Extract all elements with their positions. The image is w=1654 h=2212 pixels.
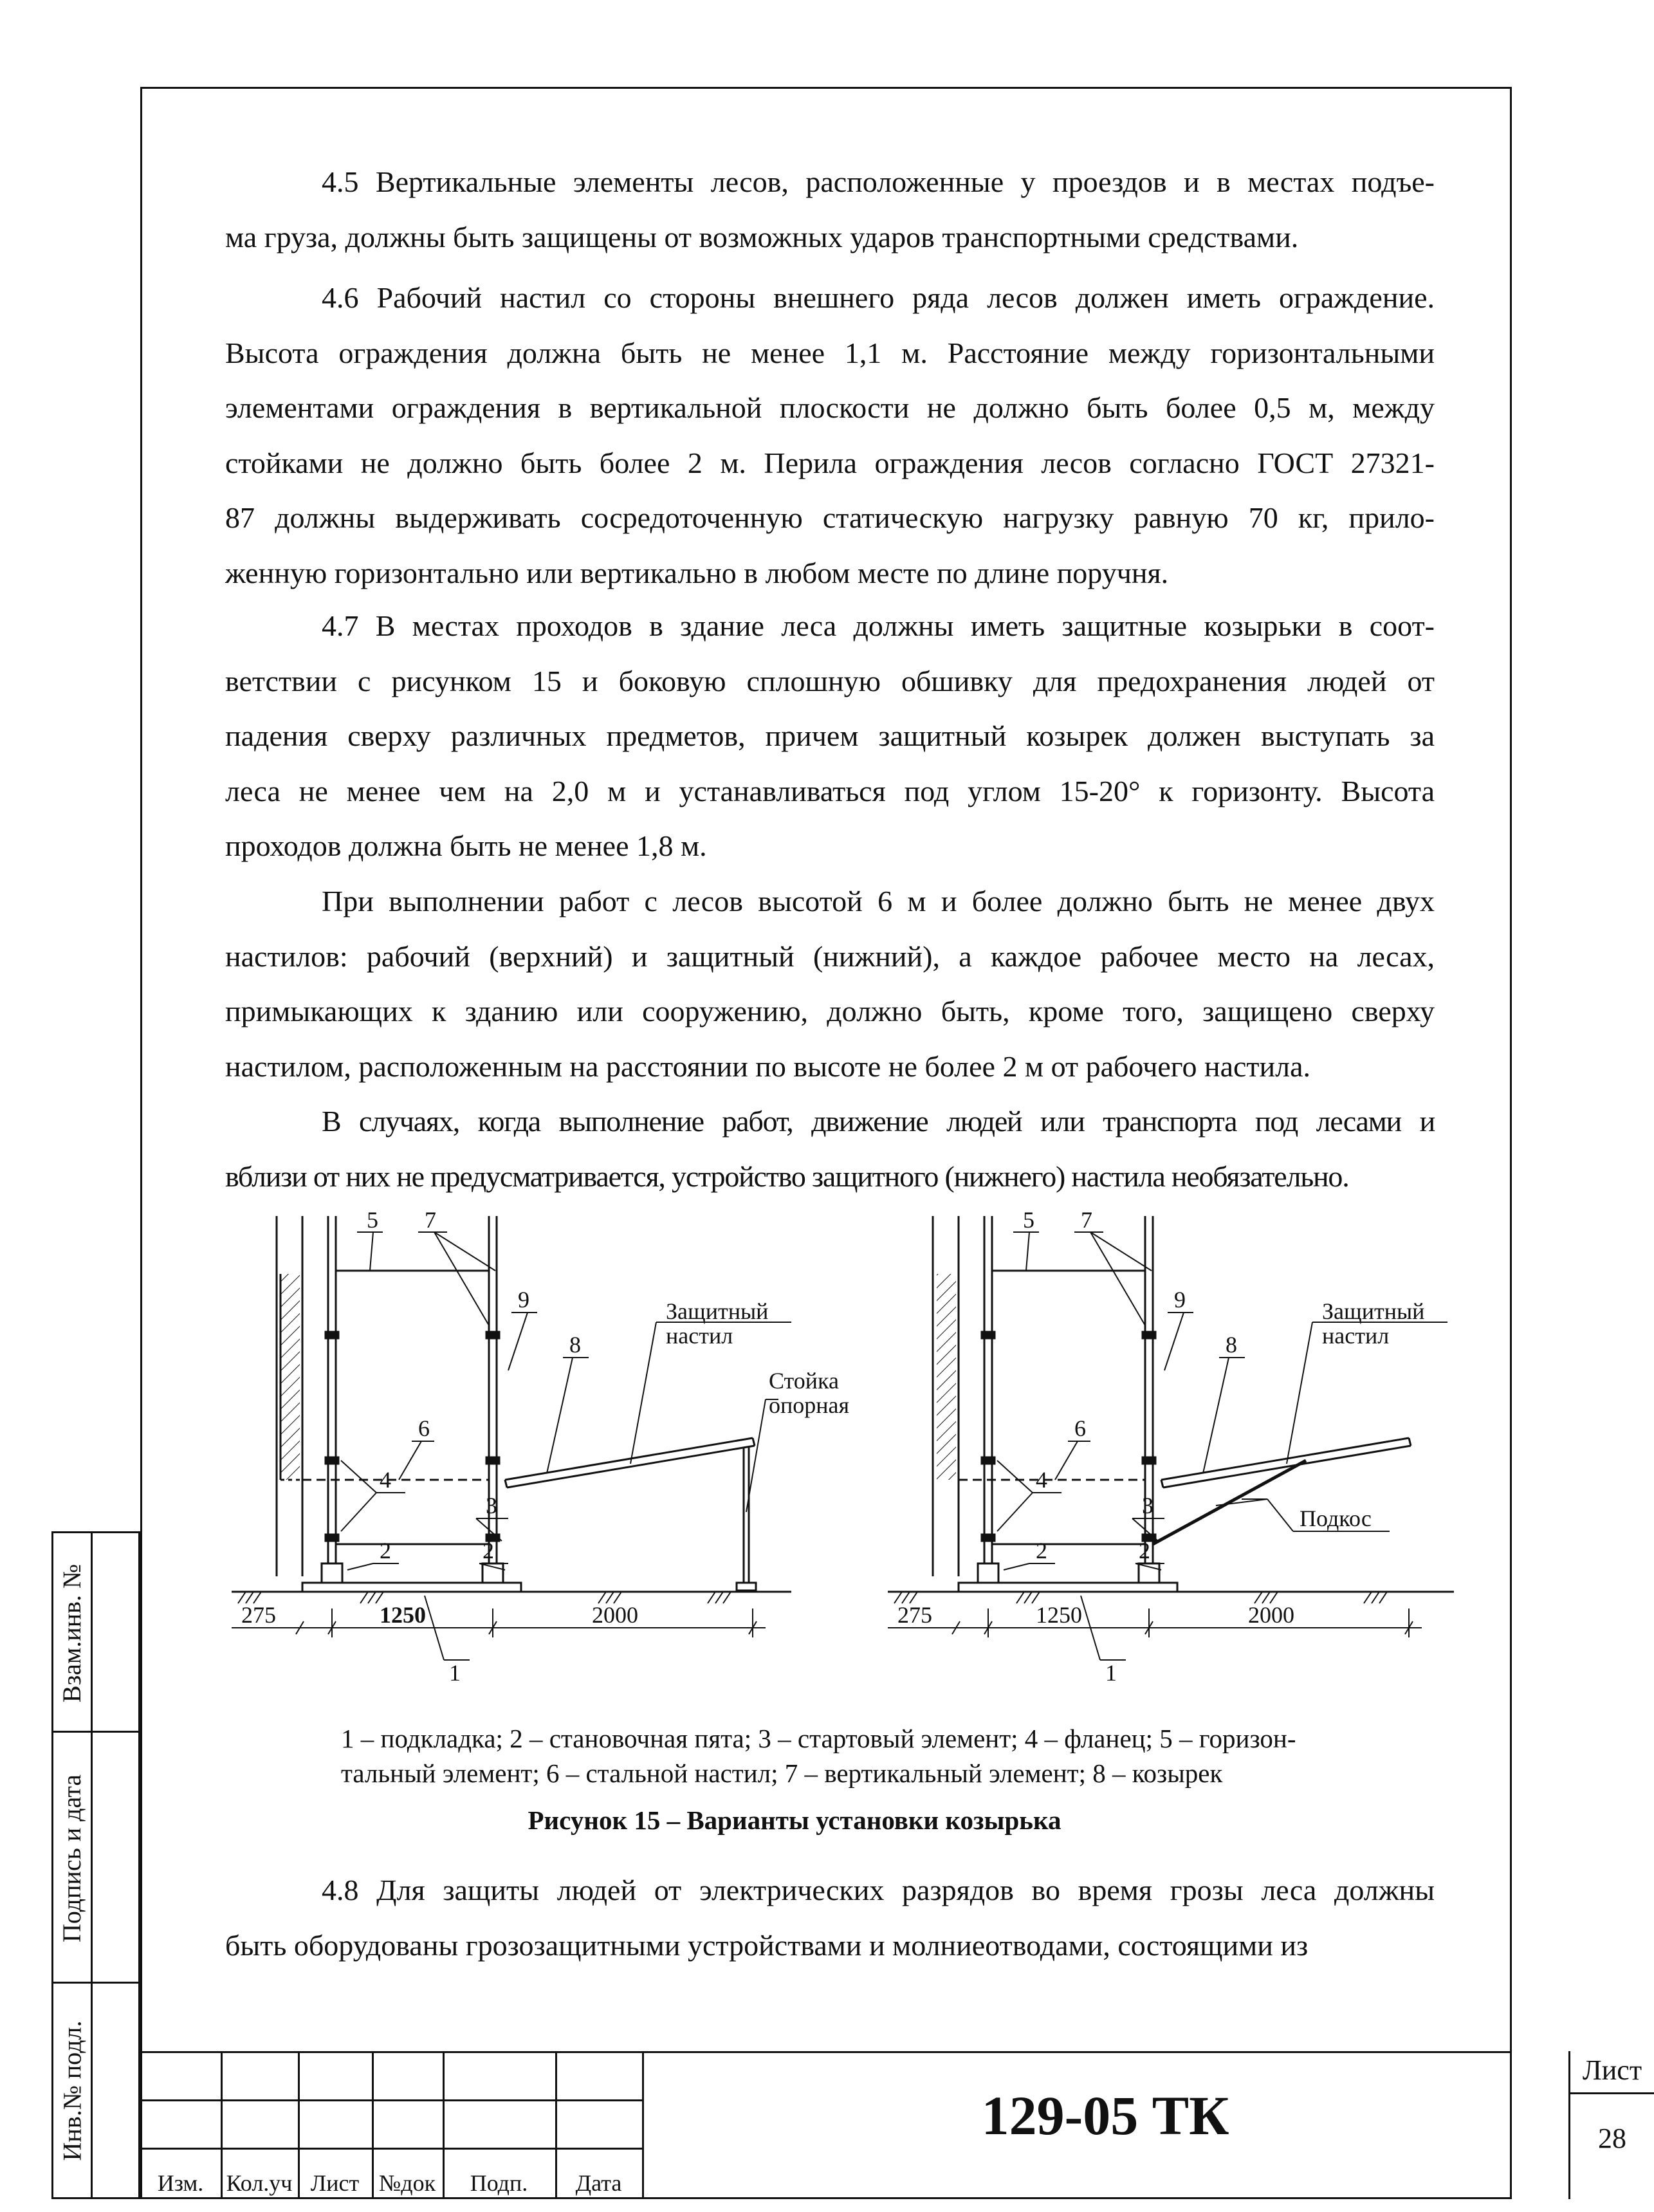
label-7-right: 7 bbox=[1081, 1207, 1092, 1233]
paragraph-scaffold-decks bbox=[225, 874, 1435, 1094]
grid-line bbox=[140, 2099, 642, 2101]
paragraph-4-7 bbox=[225, 598, 1435, 874]
text-line: быть оборудованы грозозащитными устройствами и молниеотводами, состоящими из bbox=[225, 1928, 1309, 1962]
brace-label: Подкос bbox=[1300, 1506, 1372, 1531]
sheet-box-divider bbox=[1570, 2092, 1654, 2094]
col-header-change: Изм. bbox=[157, 2170, 204, 2196]
stamp-label-wrap bbox=[53, 1533, 91, 1733]
post-label-left-1: Стойка bbox=[769, 1368, 839, 1394]
text-line: женную горизонтально или вертикально в любом месте по длине поручня. bbox=[225, 556, 1169, 589]
text-line: настилом, расположенным на расстоянии по высоте не более 2 м от рабочего настила. bbox=[225, 1049, 1311, 1083]
side-stamp bbox=[51, 1531, 140, 2199]
variant-left bbox=[232, 1216, 791, 1660]
label-2b-left: 2 bbox=[482, 1538, 494, 1563]
stamp-cell-signature-date bbox=[53, 1733, 138, 1984]
dim-275-left: 275 bbox=[241, 1602, 276, 1628]
title-block-top-line bbox=[140, 2051, 1512, 2053]
text-line: настилов: рабочий (верхний) и защитный (нижний), а каждое рабочее место на лесах, bbox=[225, 939, 1435, 973]
text-line: 4.7 В местах проходов в здание леса должны иметь защитные козырьки в соот- bbox=[322, 609, 1435, 642]
deck-label-right-1: Защитный bbox=[1322, 1298, 1425, 1324]
label-4-left: 4 bbox=[380, 1467, 391, 1493]
deck-label-right-2: настил bbox=[1322, 1323, 1390, 1349]
text-line: Высота ограждения должна быть не менее 1,1 м. Расстояние между горизонтальными bbox=[225, 336, 1435, 369]
label-8-right: 8 bbox=[1226, 1332, 1237, 1358]
text-line: примыкающих к зданию или сооружению, должно быть, кроме того, защищено сверху bbox=[225, 995, 1435, 1028]
document-code: 129-05 ТК bbox=[981, 2085, 1229, 2146]
label-6-right: 6 bbox=[1074, 1415, 1086, 1441]
figure-legend bbox=[341, 1721, 1435, 1791]
text-line: В случаях, когда выполнение работ, движение людей или транспорта под лесами и bbox=[322, 1105, 1435, 1138]
label-7-left: 7 bbox=[425, 1207, 436, 1233]
sheet-number: 28 bbox=[1598, 2123, 1626, 2154]
stamp-label-wrap bbox=[53, 1984, 91, 2197]
col-header-date: Дата bbox=[575, 2170, 622, 2196]
dim-2000-left: 2000 bbox=[592, 1602, 638, 1628]
label-3-right: 3 bbox=[1142, 1493, 1153, 1518]
text-line: 87 должны выдерживать сосредоточенную статическую нагрузку равную 70 кг, прило- bbox=[225, 501, 1435, 534]
label-6-left: 6 bbox=[418, 1415, 430, 1441]
title-block bbox=[140, 2051, 1642, 2199]
legend-line-1: 1 – подкладка; 2 – становочная пята; 3 – стартовый элемент; 4 – фланец; 5 – горизон- bbox=[341, 1724, 1296, 1753]
col-header-doc: №док bbox=[378, 2170, 436, 2196]
text-line: При выполнении работ с лесов высотой 6 м и более должно быть не менее двух bbox=[322, 885, 1435, 917]
sheet-box bbox=[1568, 2051, 1654, 2199]
stamp-label-signature-date: Подпись и дата bbox=[57, 1774, 87, 1942]
revision-grid bbox=[140, 2051, 642, 2199]
paragraph-optional-deck bbox=[225, 1094, 1435, 1204]
label-2b-right: 2 bbox=[1139, 1538, 1150, 1563]
label-3-left: 3 bbox=[486, 1493, 497, 1518]
text-line: 4.8 Для защиты людей от электрических разрядов во время грозы леса должны bbox=[322, 1874, 1435, 1906]
label-1-right: 1 bbox=[1105, 1660, 1117, 1686]
stamp-label-wrap bbox=[53, 1733, 91, 1984]
text-line: ветствии с рисунком 15 и боковую сплошную обшивку для предохранения людей от bbox=[225, 664, 1435, 697]
figure-15-drawing bbox=[212, 1197, 1473, 1692]
text-line: 4.6 Рабочий настил со стороны внешнего ряда лесов должен иметь ограждение. bbox=[322, 281, 1435, 314]
stamp-label-replace-inv: Взам.инв. № bbox=[57, 1563, 87, 1702]
label-9-left: 9 bbox=[518, 1287, 529, 1313]
text-line: 4.5 Вертикальные элементы лесов, расположенные у проездов и в местах подъе- bbox=[322, 165, 1435, 198]
post-label-left-2: опорная bbox=[769, 1392, 850, 1418]
dim-275-right: 275 bbox=[897, 1602, 932, 1628]
text-line: ма груза, должны быть защищены от возможных ударов транспортными средствами. bbox=[225, 220, 1299, 253]
sheet-label: Лист bbox=[1582, 2054, 1642, 2086]
stamp-cell-replace-inv bbox=[53, 1533, 138, 1733]
deck-label-left-2: настил bbox=[666, 1323, 733, 1349]
grid-line bbox=[140, 2148, 642, 2150]
label-2a-right: 2 bbox=[1036, 1538, 1047, 1563]
col-header-qty: Кол.уч bbox=[226, 2170, 293, 2196]
label-1-left: 1 bbox=[449, 1660, 461, 1686]
label-9-right: 9 bbox=[1174, 1287, 1186, 1313]
deck-label-left-1: Защитный bbox=[666, 1298, 769, 1324]
paragraph-4-6 bbox=[225, 270, 1435, 600]
text-line: стойками не должно быть более 2 м. Перила ограждения лесов согласно ГОСТ 27321- bbox=[225, 446, 1435, 479]
col-header-signature: Подп. bbox=[470, 2170, 528, 2196]
text-line: вблизи от них не предусматривается, устройство защитного (нижнего) настила необязательно. bbox=[225, 1159, 1349, 1193]
label-8-left: 8 bbox=[569, 1332, 581, 1358]
label-5-right: 5 bbox=[1023, 1207, 1034, 1233]
text-line: элементами ограждения в вертикальной плоскости не должно быть более 0,5 м, между bbox=[225, 391, 1435, 424]
dim-2000-right: 2000 bbox=[1248, 1602, 1294, 1628]
dim-1250-left: 1250 bbox=[380, 1602, 426, 1628]
text-line: проходов должна быть не менее 1,8 м. bbox=[225, 829, 707, 862]
col-header-sheet: Лист bbox=[310, 2170, 360, 2196]
figure-title: Рисунок 15 – Варианты установки козырька bbox=[528, 1805, 1061, 1835]
paragraph-4-5 bbox=[225, 154, 1435, 264]
legend-line-2: тальный элемент; 6 – стальной настил; 7 – вертикальный элемент; 8 – козырек bbox=[341, 1758, 1223, 1788]
stamp-cell-original-inv bbox=[53, 1984, 138, 2197]
text-line: леса не менее чем на 2,0 м и устанавливаться под углом 15-20° к горизонту. Высота bbox=[225, 774, 1435, 807]
stamp-label-original-inv: Инв.№ подл. bbox=[57, 2020, 87, 2161]
label-5-left: 5 bbox=[367, 1207, 378, 1233]
label-4-right: 4 bbox=[1036, 1467, 1047, 1493]
dim-1250-right: 1250 bbox=[1036, 1602, 1082, 1628]
variant-right bbox=[888, 1216, 1454, 1660]
paragraph-4-8 bbox=[225, 1863, 1435, 1973]
label-2a-left: 2 bbox=[380, 1538, 391, 1563]
text-line: падения сверху различных предметов, причем защитный козырек должен выступать за bbox=[225, 719, 1435, 752]
